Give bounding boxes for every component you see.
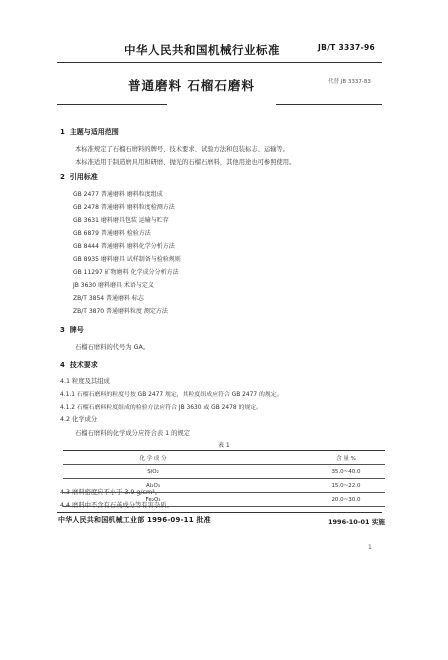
table-cell	[243, 493, 307, 507]
subsection-4-2-heading: 4.2 化学成分	[60, 416, 98, 423]
subsection-4-1-heading: 4.1 粒度及其组成	[60, 378, 110, 385]
reference-item: GB 2477 普通磨料 磨料粒度组成	[73, 191, 163, 198]
reference-item: ZB/T 3854 普通磨料 标志	[73, 295, 144, 302]
reference-item: GB 6879 普通磨料 检验方法	[73, 230, 151, 237]
reference-item: JB 3630 磨料磨具 术语与定义	[73, 282, 154, 289]
title-rule-right	[276, 104, 382, 105]
para-4-4: 4.4 磨料中不含有石英成分等有害杂质。	[60, 502, 173, 509]
section-4-heading: 4 技术要求	[60, 361, 98, 369]
para-4-1-1: 4.1.1 石榴石磨料的粒度号按 GB 2477 规定，其粒度组成应符合 GB 2477 的规定。	[60, 392, 283, 398]
reference-item: ZB/T 3870 普通磨料粒度 测定方法	[73, 308, 168, 315]
para-4-1-2: 4.1.2 石榴石磨料粒度组成的检验方法应符合 JB 3630 或 GB 2478 的规定。	[60, 405, 263, 411]
implementation-date: 1996-10-01 实施	[328, 518, 385, 526]
section-2-heading: 2 引用标准	[60, 173, 98, 181]
standard-code: JB/T 3337-96	[318, 43, 375, 52]
gov-title: 中华人民共和国机械行业标准	[124, 43, 280, 57]
document-title: 普通磨料 石榴石磨料	[128, 78, 255, 93]
reference-item: GB 2478 普通磨料 磨料粒度检测方法	[73, 204, 175, 211]
table-header-cell: 化 学 成 分	[63, 451, 243, 465]
replaces-note: 代替 JB 3337-83	[328, 79, 371, 85]
table-header-row	[63, 451, 385, 465]
reference-item: GB 8444 普通磨料 磨料化学分析方法	[73, 243, 175, 250]
table-cell: 20.0~30.0	[307, 493, 385, 507]
table-cell	[243, 479, 307, 493]
title-rule-left	[57, 104, 167, 105]
header-rule	[57, 62, 382, 63]
composition-table	[63, 450, 385, 507]
table-cell: Fe₂O₃	[63, 493, 243, 507]
table-caption: 表 1	[218, 442, 230, 449]
reference-item: GB 3631 磨料磨具包装 运输与贮存	[73, 217, 169, 224]
table-cell	[243, 465, 307, 479]
table-header-cell: 含 量 %	[307, 451, 385, 465]
reference-item: GB 8935 磨料磨具 试样制备与检验规则	[73, 256, 181, 263]
para-4-2: 石榴石磨料的化学成分应符合表 1 的规定	[75, 430, 191, 437]
footer-rule	[57, 512, 382, 513]
reference-item: GB 11297 矿物磨料 化学成分分析方法	[73, 269, 179, 276]
table-row	[63, 465, 385, 479]
table-cell: 35.0~40.0	[307, 465, 385, 479]
section-3-heading: 3 牌号	[60, 326, 84, 334]
section-1-para-1: 本标准规定了石榴石磨料的牌号、技术要求、试验方法和包装标志、运输等。	[75, 146, 290, 153]
table-cell: SiO₂	[63, 465, 243, 479]
table-header-cell	[243, 451, 307, 465]
section-3-para: 石榴石磨料的代号为 GA。	[75, 344, 150, 351]
para-4-3: 4.3 磨料密度应不小于 3.9 g/cm³。	[60, 489, 161, 496]
section-1-heading: 1 主题与适用范围	[60, 128, 119, 136]
table-cell: Al₂O₃	[63, 479, 243, 493]
approval-line: 中华人民共和国机械工业部 1996-09-11 批准	[58, 516, 211, 524]
page-number: 1	[368, 544, 372, 551]
section-1-para-2: 本标准适用于制造磨具用和研磨、抛光的石榴石磨料，其他用途也可参照使用。	[75, 159, 296, 166]
table-cell: 15.0~22.0	[307, 479, 385, 493]
